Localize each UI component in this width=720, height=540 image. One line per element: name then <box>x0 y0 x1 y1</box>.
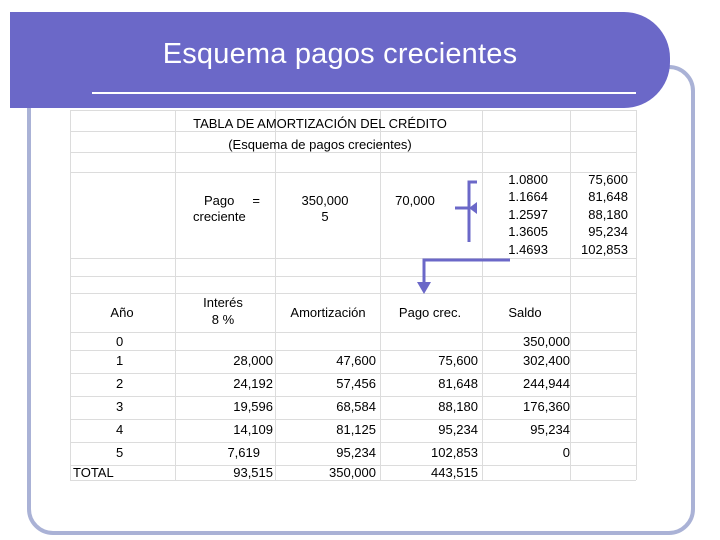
row-interest: 14,109 <box>233 422 273 437</box>
header-year: Año <box>110 305 134 320</box>
table-title: TABLA DE AMORTIZACIÓN DEL CRÉDITO <box>193 116 447 131</box>
row-interest: 24,192 <box>233 376 273 391</box>
row-payment: 102,853 <box>431 445 478 460</box>
factor-value: 1.0800 <box>508 172 548 187</box>
total-amortization: 350,000 <box>329 465 376 480</box>
row-year: 5 <box>116 445 124 460</box>
row-interest: 7,619 <box>227 445 260 460</box>
grid-line <box>70 293 636 294</box>
grid-line <box>380 110 381 480</box>
row-amortization: 95,234 <box>336 445 376 460</box>
header-payment: Pago crec. <box>398 305 462 320</box>
formula-label-line2: creciente <box>193 209 246 224</box>
row-amortization: 81,125 <box>336 422 376 437</box>
grid-line <box>70 332 636 333</box>
table-subtitle: (Esquema de pagos crecientes) <box>228 137 412 152</box>
factor-result: 102,853 <box>581 242 628 257</box>
header-interest: Interés <box>203 295 243 310</box>
row-year: 1 <box>116 353 124 368</box>
header-balance: Saldo <box>508 305 542 320</box>
row-payment: 75,600 <box>438 353 478 368</box>
factor-value: 1.1664 <box>508 189 548 204</box>
bracket-arrow-icon <box>455 180 485 250</box>
total-interest: 93,515 <box>233 465 273 480</box>
grid-line <box>636 110 637 480</box>
row-payment: 95,234 <box>438 422 478 437</box>
row-balance: 0 <box>562 445 570 460</box>
grid-line <box>570 110 571 480</box>
grid-line <box>175 110 176 480</box>
row-year: 2 <box>116 376 124 391</box>
grid-line <box>70 110 636 111</box>
grid-line <box>70 350 636 351</box>
down-arrow-icon <box>410 258 520 298</box>
row-amortization: 47,600 <box>336 353 376 368</box>
grid-line <box>70 396 636 397</box>
factor-result: 88,180 <box>588 207 628 222</box>
row-amortization: 68,584 <box>336 399 376 414</box>
formula-result: 70,000 <box>395 193 435 208</box>
factor-value: 1.3605 <box>508 224 548 239</box>
grid-line <box>70 131 636 132</box>
total-payment: 443,515 <box>431 465 478 480</box>
row-interest: 28,000 <box>233 353 273 368</box>
factor-value: 1.2597 <box>508 207 548 222</box>
total-label: TOTAL <box>73 465 114 480</box>
row-year: 0 <box>116 334 124 349</box>
title-underline <box>92 92 636 94</box>
factor-result: 81,648 <box>588 189 628 204</box>
formula-label-line1: Pago = <box>204 193 261 208</box>
row-amortization: 57,456 <box>336 376 376 391</box>
row-balance: 244,944 <box>523 376 570 391</box>
row-payment: 81,648 <box>438 376 478 391</box>
factor-value: 1.4693 <box>508 242 548 257</box>
formula-numerator: 350,000 <box>301 193 349 208</box>
grid-line <box>70 110 71 480</box>
factor-result: 75,600 <box>588 172 628 187</box>
row-balance: 302,400 <box>523 353 570 368</box>
grid-line <box>70 152 636 153</box>
row-balance: 350,000 <box>523 334 570 349</box>
row-balance: 176,360 <box>523 399 570 414</box>
row-year: 3 <box>116 399 124 414</box>
grid-line <box>70 276 636 277</box>
grid-line <box>70 442 636 443</box>
grid-line <box>275 110 276 480</box>
row-payment: 88,180 <box>438 399 478 414</box>
row-balance: 95,234 <box>530 422 570 437</box>
slide-title: Esquema pagos crecientes <box>162 38 518 70</box>
grid-line <box>70 258 636 259</box>
grid-line <box>70 373 636 374</box>
grid-line <box>70 172 636 173</box>
formula-denominator: 5 <box>321 209 329 224</box>
row-year: 4 <box>116 422 124 437</box>
header-amortization: Amortización <box>290 305 366 320</box>
row-interest: 19,596 <box>233 399 273 414</box>
grid-line <box>70 480 636 481</box>
grid-line <box>70 419 636 420</box>
header-interest-rate: 8 % <box>211 312 235 327</box>
factor-result: 95,234 <box>588 224 628 239</box>
